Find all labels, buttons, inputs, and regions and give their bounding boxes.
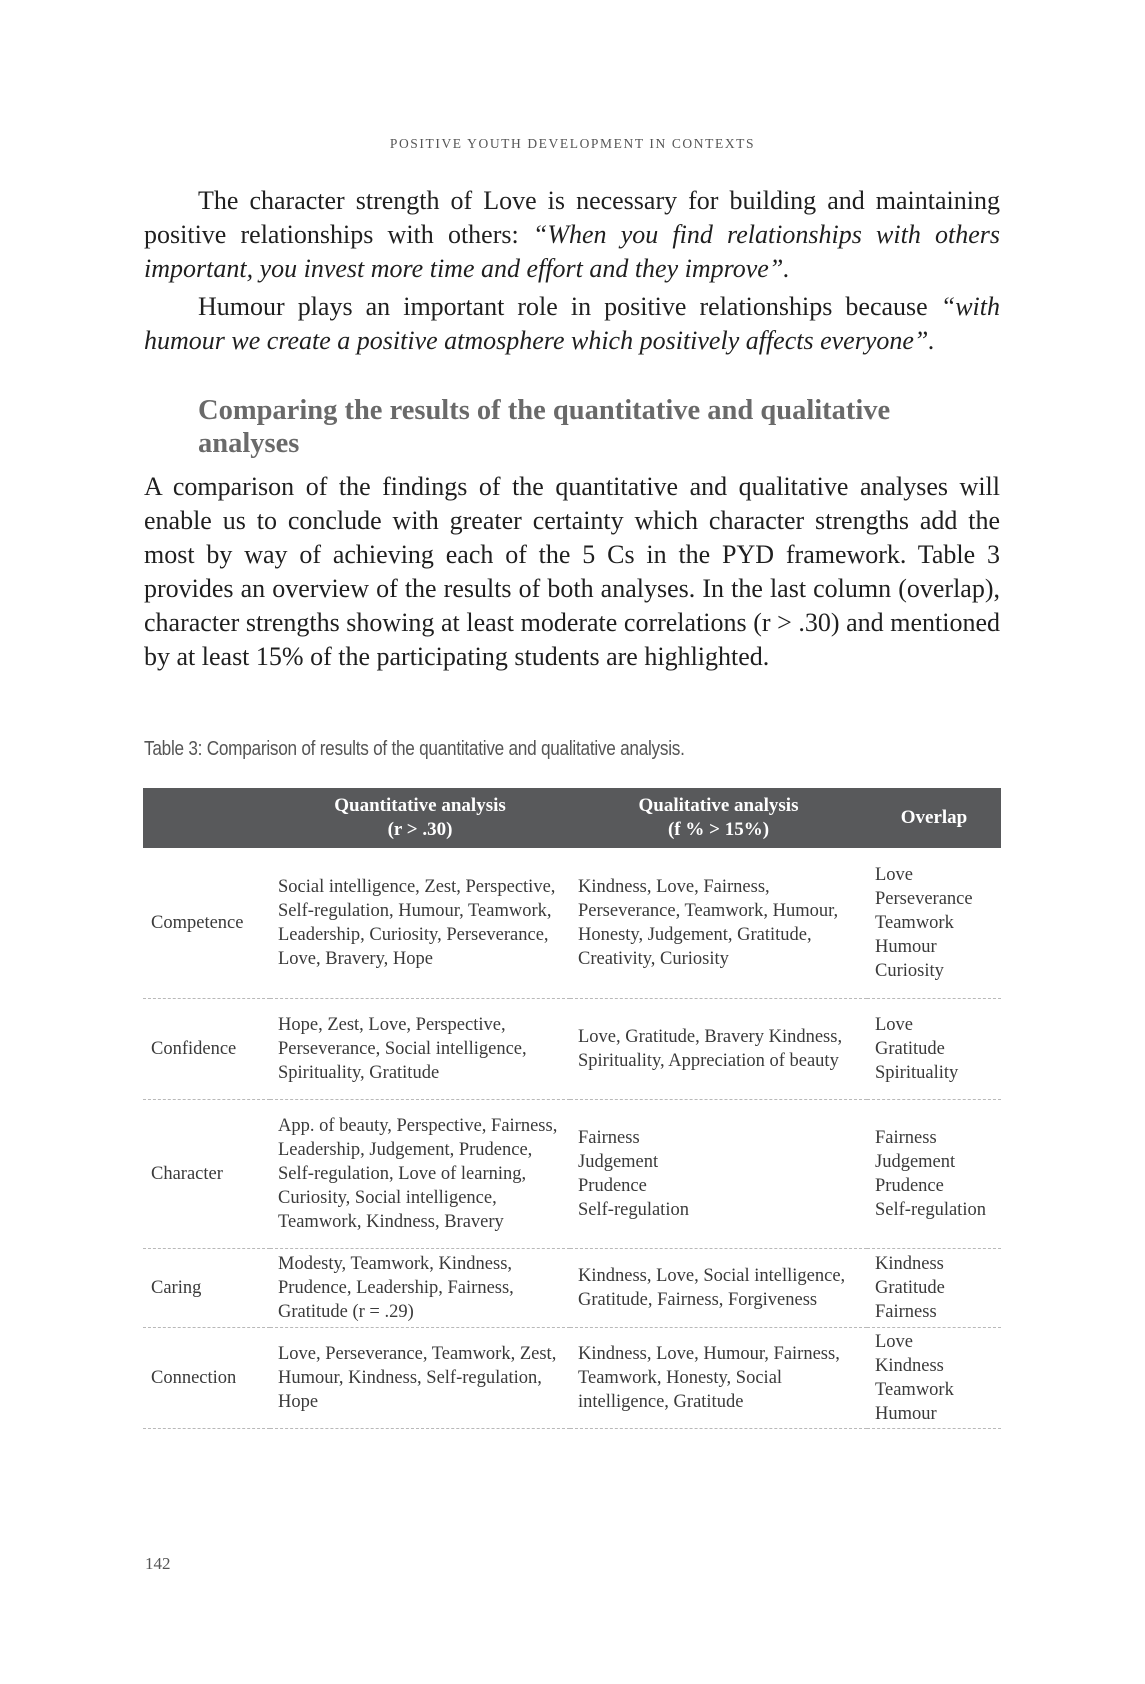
header-quantitative-title: Quantitative analysis xyxy=(334,795,506,816)
dimension-cell: Caring xyxy=(143,1249,270,1328)
table-header-row xyxy=(143,788,1001,848)
table-caption: Table 3: Comparison of results of the quantitative and qualitative analysis. xyxy=(144,738,685,760)
results-table xyxy=(143,788,1001,1429)
quantitative-cell: Love, Perseverance, Teamwork, Zest, Humour, Kindness, Self-regulation, Hope xyxy=(270,1328,570,1429)
overlap-item: Teamwork xyxy=(875,913,954,933)
qualitative-cell: Kindness, Love, Fairness, Perseverance, Teamwork, Humour, Honesty, Judgement, Gratitude, Creativity, Curiosity xyxy=(570,848,867,999)
overlap-item: Gratitude xyxy=(875,1278,945,1298)
quantitative-cell: Hope, Zest, Love, Perspective, Perseverance, Social intelligence, Spirituality, Gratitude xyxy=(270,999,570,1100)
overlap-item: Love xyxy=(875,865,914,885)
paragraph-love xyxy=(144,184,1000,286)
overlap-item: Kindness xyxy=(875,1356,944,1376)
header-overlap: Overlap xyxy=(867,788,1001,848)
paragraph-humour-quote: “with humour we create a positive atmosphere which positively affects everyone”. xyxy=(144,292,1000,355)
paragraph-love-quote: “When you find relationships with others important, you invest more time and effort and they improve”. xyxy=(144,220,1000,283)
header-quantitative xyxy=(270,788,570,848)
table-row xyxy=(143,1328,1001,1429)
overlap-item: Love xyxy=(875,1332,914,1352)
qualitative-cell: Kindness, Love, Humour, Fairness, Teamwork, Honesty, Social intelligence, Gratitude xyxy=(570,1328,867,1429)
overlap-item: Gratitude xyxy=(875,1039,945,1059)
overlap-cell xyxy=(867,1249,1001,1328)
overlap-item: Kindness xyxy=(875,1254,944,1274)
qualitative-item: Fairness xyxy=(578,1128,640,1148)
qualitative-item: Judgement xyxy=(578,1152,659,1172)
overlap-item: Self-regulation xyxy=(875,1200,986,1220)
overlap-item: Perseverance xyxy=(875,889,973,909)
qualitative-item: Prudence xyxy=(578,1176,647,1196)
table-row xyxy=(143,999,1001,1100)
overlap-item: Curiosity xyxy=(875,961,944,981)
page-number: 142 xyxy=(145,1554,171,1573)
overlap-cell xyxy=(867,1100,1001,1249)
qualitative-cell: Kindness, Love, Social intelligence, Gratitude, Fairness, Forgiveness xyxy=(570,1249,867,1328)
header-qualitative xyxy=(570,788,867,848)
overlap-item: Judgement xyxy=(875,1152,956,1172)
header-qualitative-title: Qualitative analysis xyxy=(638,795,799,816)
paragraph-love-text: The character strength of Love is necessary for building and maintaining positive relationships with others: xyxy=(144,186,1000,249)
overlap-item: Spirituality xyxy=(875,1063,959,1083)
running-head: POSITIVE YOUTH DEVELOPMENT IN CONTEXTS xyxy=(389,136,756,151)
quantitative-cell: Social intelligence, Zest, Perspective, Self-regulation, Humour, Teamwork, Leadership, Curiosity, Perseverance, Love, Bravery, Hope xyxy=(270,848,570,999)
qualitative-cell xyxy=(570,1100,867,1249)
qualitative-cell: Love, Gratitude, Bravery Kindness, Spirituality, Appreciation of beauty xyxy=(570,999,867,1100)
overlap-item: Humour xyxy=(875,937,937,957)
overlap-cell xyxy=(867,999,1001,1100)
overlap-item: Fairness xyxy=(875,1128,937,1148)
section-heading: Comparing the results of the quantitative and qualitative analyses xyxy=(198,395,891,459)
overlap-item: Teamwork xyxy=(875,1380,954,1400)
qualitative-item: Self-regulation xyxy=(578,1200,689,1220)
header-qualitative-sub: (f % > 15%) xyxy=(667,819,770,840)
overlap-item: Humour xyxy=(875,1404,937,1424)
overlap-item: Love xyxy=(875,1015,914,1035)
paragraph-comparison: A comparison of the findings of the quantitative and qualitative analyses will enable us to conclude with greater certainty which character strengths add the most by way of achieving each of the 5 Cs in the PYD framework. Table 3 provides an overview of the results of both analyses. In the last column (overlap), character strengths showing at least moderate correlations (r > .30) and mentioned by at least 15% of the participating students are highlighted. xyxy=(144,472,1000,671)
dimension-cell: Confidence xyxy=(143,999,270,1100)
overlap-cell xyxy=(867,848,1001,999)
paragraph-humour xyxy=(144,290,1000,358)
dimension-cell: Connection xyxy=(143,1328,270,1429)
header-dimension xyxy=(143,788,270,848)
quantitative-cell: App. of beauty, Perspective, Fairness, Leadership, Judgement, Prudence, Self-regulation, Love of learning, Curiosity, Social intelligence, Teamwork, Kindness, Bravery xyxy=(270,1100,570,1249)
table-row xyxy=(143,848,1001,999)
paragraph-humour-text: Humour plays an important role in positive relationships because xyxy=(198,292,941,321)
header-quantitative-sub: (r > .30) xyxy=(387,819,453,840)
dimension-cell: Competence xyxy=(143,848,270,999)
quantitative-cell: Modesty, Teamwork, Kindness, Prudence, Leadership, Fairness, Gratitude (r = .29) xyxy=(270,1249,570,1328)
table-row xyxy=(143,1249,1001,1328)
table-row xyxy=(143,1100,1001,1249)
overlap-item: Fairness xyxy=(875,1302,937,1322)
dimension-cell: Character xyxy=(143,1100,270,1249)
overlap-cell xyxy=(867,1328,1001,1429)
overlap-item: Prudence xyxy=(875,1176,944,1196)
